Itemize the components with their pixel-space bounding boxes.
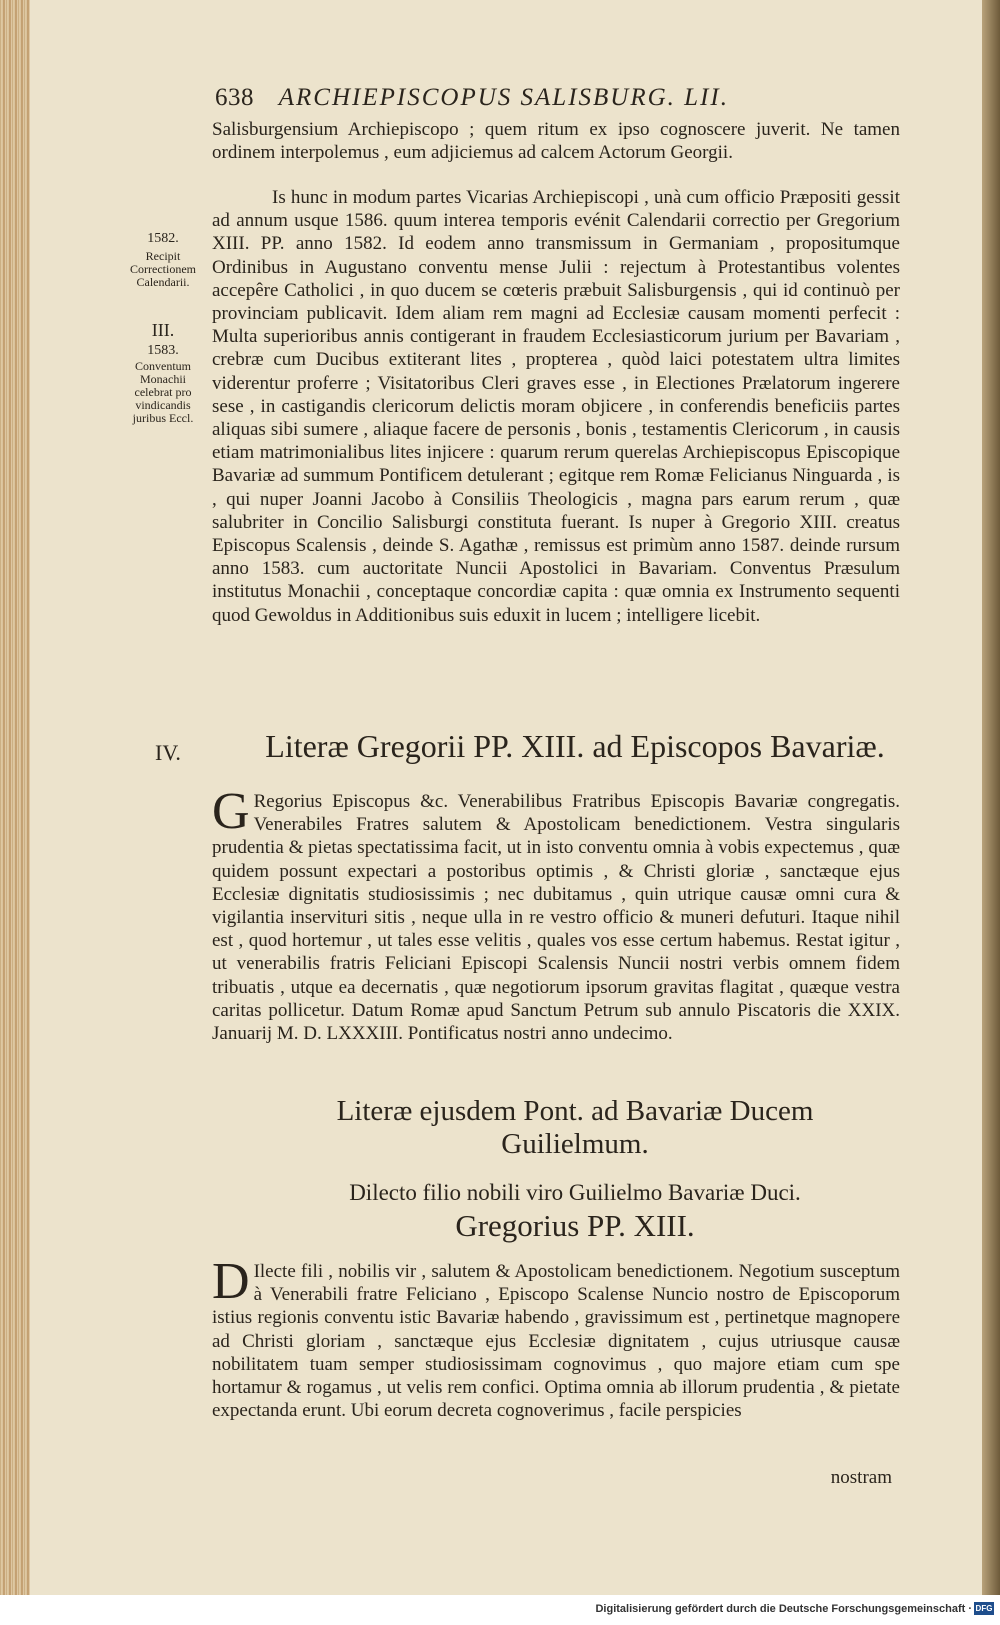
- margin-note-2-year: 1583.: [147, 343, 179, 358]
- letter-address: Dilecto filio nobili viro Guilielmo Bavariæ Duci.: [349, 1180, 801, 1205]
- letter-to-duke: [212, 1253, 900, 1422]
- running-header: [215, 84, 729, 112]
- scanned-page: [30, 0, 982, 1595]
- footer-bar: [0, 1595, 1000, 1625]
- letter-to-duke-text: Ilecte fili , nobilis vir , salutem & Apostolicam benedictionem. Negotium susceptum à Venerabili fratre Feliciano , Episcopo Scalense Nuncio nostro de Episcoporum istius regionis conventu istic Bavariæ habendo , gravissimum est , pertinetque magnopere ad Christi gloriam , sanctæque ejus Ecclesiæ dignitatem , cujus utriusque causæ nobilitatem tuam semper studiosissimam cognovimus , quo majore etiam cum spe hortamur & rogamus , ut velis rem confici. Optima omnia ab illorum prudentia , & pietate expectanda erunt. Ubi eorum decreta cognoverimus , facile perspicies: [212, 1261, 900, 1422]
- section-2-title-line2: Guilielmum.: [501, 1128, 649, 1160]
- section-numeral: IV.: [155, 740, 181, 765]
- margin-note-2-numeral: III.: [151, 320, 175, 340]
- book-page-edges: [0, 0, 30, 1595]
- section-2-title: [215, 1095, 935, 1161]
- intro-paragraph-1: Salisburgensium Archiepiscopo ; quem ritum ex ipso cognoscere juverit. Ne tamen ordinem interpolemus , eum adjiciemus ad calcem Actorum Georgii.: [212, 119, 900, 164]
- section-iv-title: Literæ Gregorii PP. XIII. ad Episcopos Bavariæ.: [265, 728, 885, 764]
- footer-credit: Digitalisierung gefördert durch die Deutsche Forschungsgemeinschaft ·: [595, 1603, 972, 1615]
- page-shadow: [982, 0, 1000, 1595]
- margin-note-2: Conventum Monachii celebrat pro vindicandis juribus Eccl.: [132, 359, 194, 425]
- margin-note-1-year: 1582.: [147, 231, 179, 246]
- dfg-logo: DFG: [975, 1604, 993, 1613]
- drop-cap-g: G: [212, 783, 250, 840]
- drop-cap-d: D: [212, 1253, 250, 1310]
- catchword: nostram: [830, 1467, 892, 1488]
- letter-to-bishops-text: Regorius Episcopus &c. Venerabilibus Fratribus Episcopis Bavariæ congregatis. Venerabiles Fratres salutem & Apostolicam benedictionem. Vestra singularis prudentia & pietas spectatissima facit, ut in isto conventu omnia à vobis expectemus , quæ quidem possunt expectari a postoribus optimis , & Christi gloriæ , sanctæque ejus Ecclesiæ dignitatis studiosissimis ; nec dubitamus , quin utrique causæ omni cura & vigilantia inserviturі sitis , neque ulla in re vestro officio & muneri defuturi. Itaque nihil est , quod hortemur , ut tales esse velitis , quales vos esse certum habemus. Restat igitur , ut venerabilis fratris Feliciani Episcopi Scalensis Nuncii nostri verbis omnem fidem tribuatis , utque ea decernatis , quæ negotiorum ipsorum gravitas flagitat , quæque vestra caritas pollicetur. Datum Romæ apud Sanctum Petrum sub annulo Piscatoris die XXIX. Januarij M. D. LXXXIII. Pontificatus nostri anno undecimo.: [212, 791, 900, 1045]
- letter-to-bishops: [212, 783, 900, 1045]
- margin-note-1: Recipit Correctionem Calendarii.: [130, 249, 196, 289]
- section-2-title-line1: Literæ ejusdem Pont. ad Bavariæ Ducem: [336, 1095, 814, 1127]
- page-number: 638: [215, 84, 254, 111]
- intro-paragraph-2: Is hunc in modum partes Vicarias Archiepiscopi , unà cum officio Præpositi gessit ad annum usque 1586. quum interea temporis evénit Calendarii correctio per Gregorium XIII. PP. anno 1582. Id eodem anno transmissum in Germaniam , propositumque Ordinibus in Augustano conventu mense Julii : rejectum à Protestantibus volentes accepêre Catholici , in quo ducem se cœteris præbuit Salisburgensis , qui id continuò per provinciam publicavit. Idem aliam rem magni ad Ecclesiæ causam momenti perfecit : Multa superioribus annis contigerant in fraudem Ecclesiasticorum jurium per Bavariam , crebræ cum Ducibus extiterant lites , propterea , quòd laici potestatem ultra limites viderentur proferre ; Visitatoribus Cleri graves esse , in Electiones Prælatorum ingerere sese , in castigandis clericorum delictis moram objicere , in conferendis beneficiis partes aliquas sibi sumere , aliaque facere de personis , bonis , testamentis Clericorum , in causis etiam matrimonialibus lites injicere : quarum rerum querelas Archiepiscopus Episcopique Bavariæ ad summum Pontificem detulerant ; egitque rem Romæ Felicianus Ninguarda , is , qui nuper Joanni Jacobo à Consiliis Theologicis , magna pars earum rerum , quæ salubriter in Concilio Salisburgi constituta fuerant. Is nuper à Gregorio XIII. creatus Episcopus Scalensis , deinde S. Agathæ , remissus est primùm anno 1587. deinde rursum anno 1583. cum auctoritate Nuncii Apostolici in Bavariam. Conventus Præsulum institutus Monachii , conceptaque concordiæ capita : quæ omnia ex Instrumento sequenti quod Gewoldus in Additionibus suis eduxit in lucem ; intelligere licebit.: [212, 187, 900, 626]
- letter-sender: Gregorius PP. XIII.: [455, 1208, 695, 1243]
- intro-paragraph-2-block: [212, 186, 900, 627]
- running-title: ARCHIEPISCOPUS SALISBURG. LII.: [278, 84, 729, 111]
